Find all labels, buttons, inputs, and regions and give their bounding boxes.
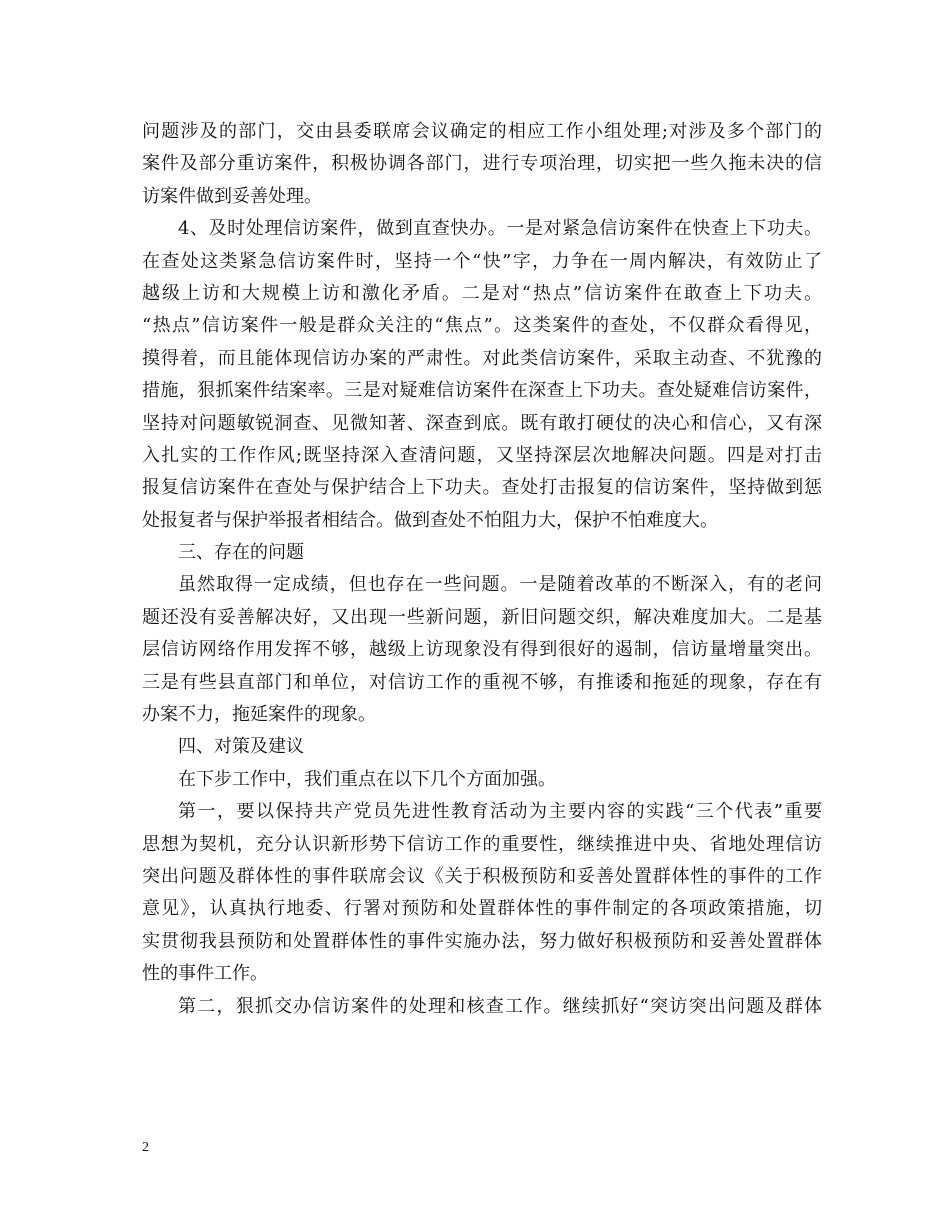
page-number: 2 [142, 1140, 149, 1155]
text-line: 思想为契机，充分认识新形势下信访工作的重要性，继续推进中央、省地处理信访 [142, 833, 822, 855]
text-line: 性的事件工作。 [142, 963, 268, 985]
text-line: 访案件做到妥善处理。 [142, 185, 322, 207]
section-heading: 三、存在的问题 [178, 542, 304, 564]
section-heading: 四、对策及建议 [178, 736, 304, 758]
text-line: 坚持对问题敏锐洞查、见微知著、深查到底。既有敢打硬仗的决心和信心，又有深 [142, 412, 822, 434]
text-line: 措施，狠抓案件结案率。三是对疑难信访案件在深查上下功夫。查处疑难信访案件， [142, 380, 822, 402]
text-line: 第二，狠抓交办信访案件的处理和核查工作。继续抓好“突访突出问题及群体 [178, 995, 822, 1017]
text-line: “热点”信访案件一般是群众关注的“焦点”。这类案件的查处，不仅群众看得见， [142, 315, 822, 337]
document-body [142, 116, 822, 1023]
text-line: 摸得着，而且能体现信访办案的严肃性。对此类信访案件，采取主动查、不犹豫的 [142, 347, 822, 369]
text-line: 意见》，认真执行地委、行署对预防和处置群体性的事件制定的各项政策措施，切 [142, 898, 822, 920]
text-line: 虽然取得一定成绩，但也存在一些问题。一是随着改革的不断深入，有的老问 [178, 574, 822, 596]
text-line: 4、及时处理信访案件，做到直查快办。一是对紧急信访案件在快查上下功夫。 [178, 218, 822, 240]
text-line: 办案不力，拖延案件的现象。 [142, 704, 376, 726]
text-line: 层信访网络作用发挥不够，越级上访现象没有得到很好的遏制，信访量增量突出。 [142, 639, 822, 661]
text-line: 三是有些县直部门和单位，对信访工作的重视不够，有推诿和拖延的现象，存在有 [142, 671, 822, 693]
text-line: 在查处这类紧急信访案件时，坚持一个“快”字，力争在一周内解决，有效防止了 [142, 250, 822, 272]
text-line: 突出问题及群体性的事件联席会议《关于积极预防和妥善处置群体性的事件的工作 [142, 865, 822, 887]
text-line: 问题涉及的部门，交由县委联席会议确定的相应工作小组处理;对涉及多个部门的 [142, 121, 822, 142]
text-line: 越级上访和大规模上访和激化矛盾。二是对“热点”信访案件在敢查上下功夫。 [142, 282, 822, 304]
text-line: 入扎实的工作作风;既坚持深入查清问题，又坚持深层次地解决问题。四是对打击 [142, 444, 822, 466]
text-line: 在下步工作中，我们重点在以下几个方面加强。 [178, 768, 556, 790]
text-line: 实贯彻我县预防和处置群体性的事件实施办法，努力做好积极预防和妥善处置群体 [142, 930, 822, 952]
text-line: 处报复者与保护举报者相结合。做到查处不怕阻力大，保护不怕难度大。 [142, 509, 718, 531]
text-line: 第一，要以保持共产党员先进性教育活动为主要内容的实践“三个代表”重要 [178, 801, 822, 823]
text-line: 报复信访案件在查处与保护结合上下功夫。查处打击报复的信访案件，坚持做到惩 [142, 477, 822, 499]
text-line: 案件及部分重访案件，积极协调各部门，进行专项治理，切实把一些久拖未决的信 [142, 153, 822, 175]
text-line: 题还没有妥善解决好，又出现一些新问题，新旧问题交织，解决难度加大。二是基 [142, 606, 822, 628]
